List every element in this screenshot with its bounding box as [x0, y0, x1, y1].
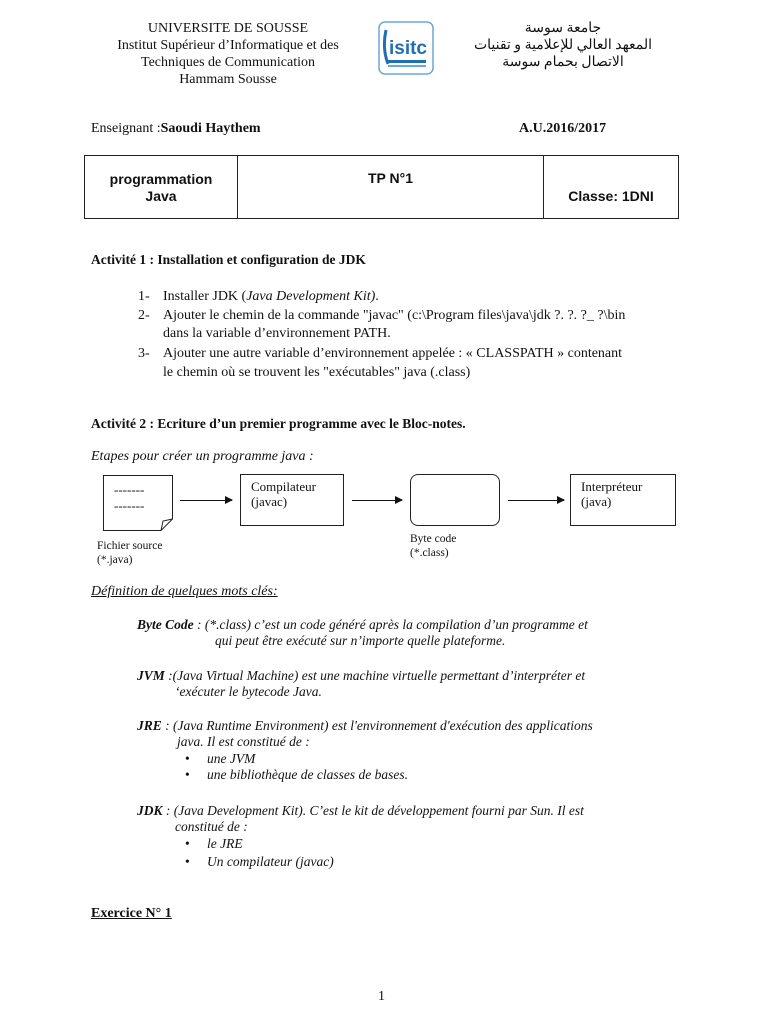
term-bytecode: Byte Code — [137, 617, 194, 632]
compiler-label: Compilateur — [251, 479, 316, 494]
academic-year: A.U.2016/2017 — [519, 121, 607, 136]
source-file-content — [114, 482, 144, 514]
compilation-diagram — [88, 470, 688, 580]
def-jvm-text-cont: ‘exécuter le bytecode Java. — [175, 684, 322, 699]
bytecode-caption — [410, 532, 456, 560]
class-cell — [544, 156, 678, 218]
def-jvm — [137, 668, 585, 700]
university-name: UNIVERSITE DE SOUSSE — [147, 21, 309, 36]
bytecode-caption-line: Byte code — [410, 533, 457, 545]
arabic-institute-line1: المعهد العالي للإعلامية و تقنيات — [473, 38, 653, 53]
def-jdk-text: : (Java Development Kit). C’est le kit de développement fourni par Sun. Il est — [162, 803, 584, 818]
arrow-to-interpreter — [508, 500, 564, 501]
teacher-name: Saoudi Haythem — [160, 121, 261, 136]
arrow-to-compiler — [180, 500, 232, 501]
arabic-institute-line2: الاتصال بحمام سوسة — [502, 55, 624, 70]
bullet-text: une JVM — [207, 751, 256, 766]
source-dash-line: ------- — [114, 498, 145, 513]
logo-text: isitc — [388, 38, 428, 59]
list-item: Ajouter le chemin de la commande "javac" (c:\Program files\java\jdk ?. ?. ?_ ?\bin — [163, 308, 626, 323]
list-item: Ajouter une autre variable d’environnement appelée : « CLASSPATH » contenant — [163, 346, 623, 361]
def-jdk-text-cont: constitué de : — [175, 819, 248, 834]
def-jre-text-cont: java. Il est constitué de : — [177, 734, 310, 749]
activity2-title: Activité 2 : Ecriture d’un premier programme avec le Bloc-notes. — [91, 416, 466, 431]
course-name-line2: Java — [145, 188, 177, 204]
arabic-header — [448, 20, 678, 71]
course-name-line1: programmation — [109, 171, 213, 187]
definitions-title: Définition de quelques mots clés: — [91, 584, 278, 599]
isitc-logo — [378, 20, 434, 76]
compiler-command: (javac) — [251, 494, 288, 509]
page-number: 1 — [378, 989, 385, 1004]
source-file-caption — [97, 539, 162, 567]
steps-intro: Etapes pour créer un programme java : — [91, 449, 314, 464]
def-jdk — [137, 803, 584, 835]
source-caption-line: (*.java) — [97, 554, 133, 566]
class-name: Classe: 1DNI — [568, 188, 654, 204]
list-item-number: 1- — [138, 289, 150, 304]
teacher-label: Enseignant : — [91, 121, 161, 136]
list-item-continuation: le chemin où se trouvent les "exécutables" java (.class) — [163, 365, 471, 380]
term-jdk: JDK — [137, 803, 163, 818]
list-item-continuation: dans la variable d’environnement PATH. — [163, 326, 391, 341]
list-item-number: 2- — [138, 308, 150, 323]
def-jre — [137, 718, 593, 750]
institute-name-line2: Techniques de Communication — [141, 55, 315, 70]
bullet-text: une bibliothèque de classes de bases. — [207, 767, 408, 782]
institute-city: Hammam Sousse — [179, 72, 277, 87]
def-bytecode — [137, 617, 588, 649]
interpreter-box — [570, 474, 676, 526]
tp-number: TP N°1 — [367, 170, 414, 186]
course-info-table — [84, 155, 679, 219]
exercise-title: Exercice N° 1 — [91, 906, 172, 921]
compiler-box — [240, 474, 344, 526]
def-bytecode-text: : (*.class) c’est un code généré après la compilation d’un programme et — [193, 617, 588, 632]
source-dash-line: ------- — [114, 482, 145, 497]
term-jvm: JVM — [137, 668, 165, 683]
bullet-text: le JRE — [207, 836, 243, 851]
university-header — [78, 20, 378, 88]
bullet-text: Un compilateur (javac) — [207, 854, 334, 869]
def-jre-text: : (Java Runtime Environment) est l'environnement d'exécution des applications — [161, 718, 593, 733]
list-item: Installer JDK (Java Development Kit). — [163, 289, 379, 304]
interpreter-command: (java) — [581, 494, 612, 509]
term-jre: JRE — [137, 718, 162, 733]
institute-name-line1: Institut Supérieur d’Informatique et des — [117, 38, 339, 53]
def-bytecode-text-cont: qui peut être exécuté sur n’importe quelle plateforme. — [215, 633, 506, 648]
def-jvm-text: :(Java Virtual Machine) est une machine virtuelle permettant d’interpréter et — [164, 668, 586, 683]
bytecode-caption-line: (*.class) — [410, 547, 449, 559]
arabic-university: جامعة سوسة — [524, 21, 602, 36]
list-item-number: 3- — [138, 346, 150, 361]
teacher-row — [91, 121, 681, 137]
arrow-to-bytecode — [352, 500, 402, 501]
tp-cell — [238, 156, 544, 218]
bytecode-box — [410, 474, 500, 526]
source-caption-line: Fichier source — [97, 540, 163, 552]
activity1-title: Activité 1 : Installation et configuration de JDK — [91, 252, 366, 267]
interpreter-label: Interpréteur — [581, 479, 643, 494]
course-cell — [85, 156, 238, 218]
activity1-list — [138, 287, 698, 387]
